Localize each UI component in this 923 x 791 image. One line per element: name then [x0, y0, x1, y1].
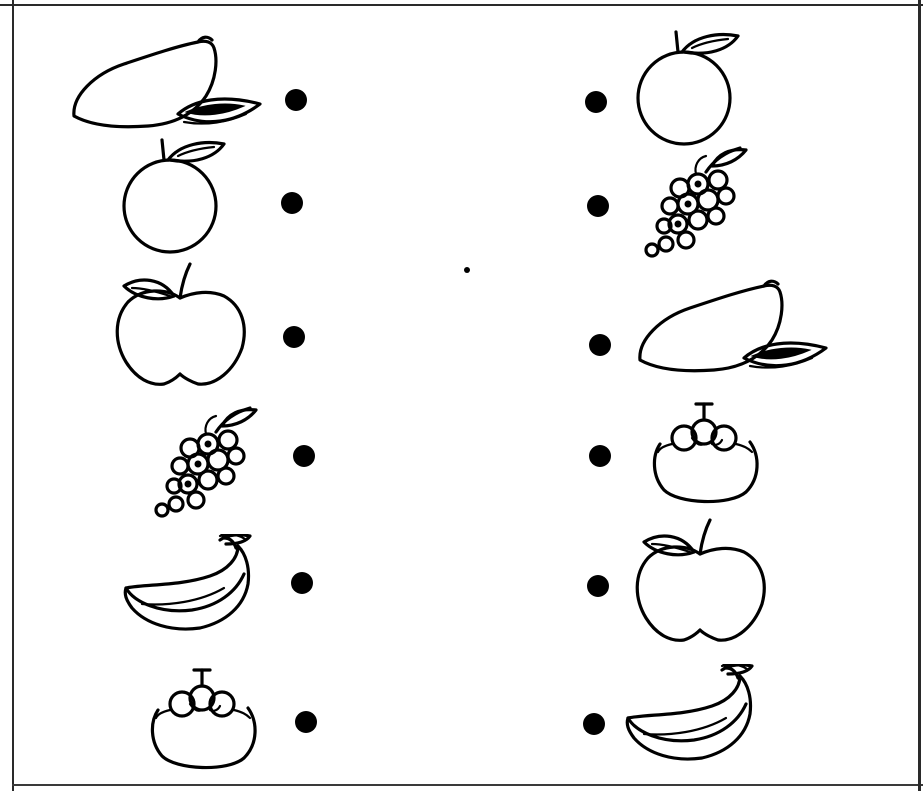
mango-icon — [66, 34, 266, 134]
worksheet-border-right — [918, 0, 921, 791]
match-dot-left-6[interactable] — [295, 711, 317, 733]
apple-icon — [106, 262, 256, 392]
match-dot-left-1[interactable] — [285, 89, 307, 111]
grapes-icon — [146, 404, 266, 524]
banana-icon — [120, 534, 270, 634]
orange-icon — [108, 136, 248, 256]
match-dot-left-3[interactable] — [283, 326, 305, 348]
match-dot-left-4[interactable] — [293, 445, 315, 467]
worksheet-border-bottom — [12, 784, 923, 786]
match-dot-right-1[interactable] — [585, 91, 607, 113]
match-dot-right-5[interactable] — [587, 575, 609, 597]
match-dot-right-3[interactable] — [589, 334, 611, 356]
apple-icon — [626, 518, 776, 648]
match-dot-right-4[interactable] — [589, 445, 611, 467]
worksheet-border-left — [12, 0, 14, 791]
stray-ink-speck — [464, 267, 470, 273]
grapes-icon — [636, 144, 756, 264]
match-dot-right-2[interactable] — [587, 195, 609, 217]
mangosteen-icon — [642, 398, 772, 508]
worksheet-border-top — [0, 4, 923, 6]
match-dot-left-2[interactable] — [281, 192, 303, 214]
orange-icon — [622, 28, 762, 148]
mangosteen-icon — [140, 664, 270, 774]
match-dot-left-5[interactable] — [291, 572, 313, 594]
banana-icon — [622, 664, 772, 764]
mango-icon — [632, 278, 832, 378]
match-dot-right-6[interactable] — [583, 713, 605, 735]
